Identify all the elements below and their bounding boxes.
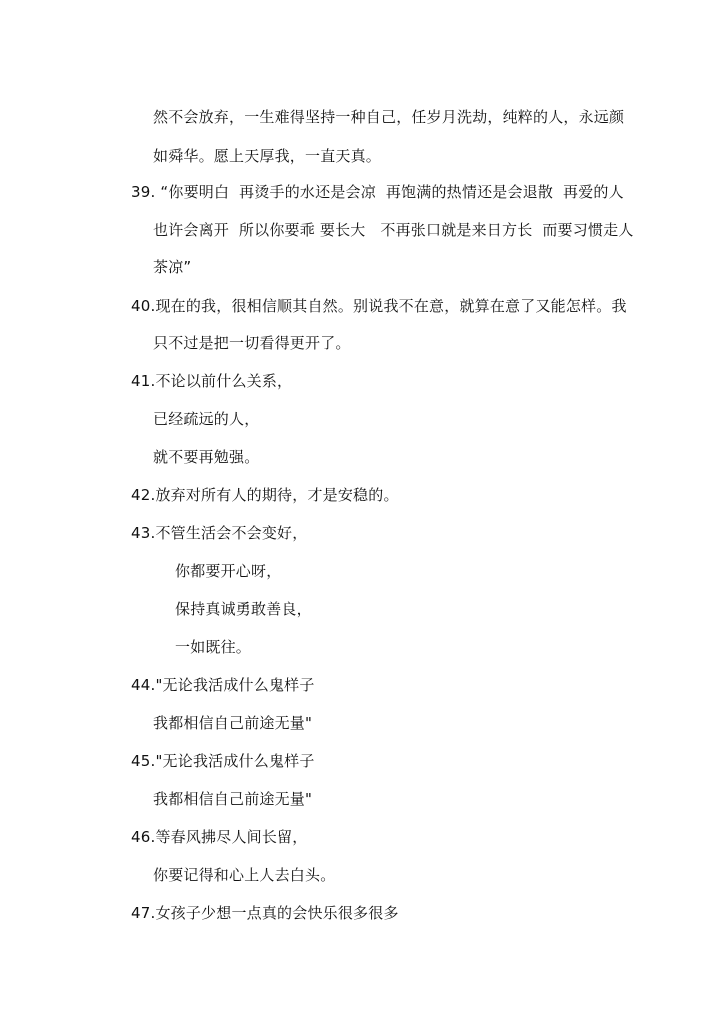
text-line: 你都要开心呀， (175, 562, 282, 580)
text-line: 39. “你要明白 再烫手的水还是会凉 再饱满的热情还是会退散 再爱的人 (131, 183, 624, 201)
text-line: 42.放弃对所有人的期待，才是安稳的。 (131, 486, 399, 504)
text-line: 我都相信自己前途无量" (153, 714, 313, 732)
text-line: 一如既往。 (175, 638, 252, 656)
text-line: 如舜华。愿上天厚我，一直天真。 (153, 147, 382, 165)
text-line: 保持真诚勇敢善良， (175, 600, 312, 618)
text-line: 你要记得和心上人去白头。 (153, 866, 336, 884)
text-line: 47.女孩子少想一点真的会快乐很多很多 (131, 904, 399, 922)
text-line: 43.不管生活会不会变好， (131, 524, 308, 542)
text-line: 已经疏远的人， (153, 410, 260, 428)
text-line: 就不要再勉强。 (153, 448, 260, 466)
text-line: 41.不论以前什么关系， (131, 372, 293, 390)
text-line: 也许会离开 所以你要乖 要长大 不再张口就是来日方长 而要习惯走人 (153, 221, 634, 239)
text-line: 只不过是把一切看得更开了。 (153, 334, 351, 352)
text-line: 然不会放弃，一生难得坚持一种自己，任岁月洗劫，纯粹的人，永远颜 (153, 108, 625, 126)
text-line: 我都相信自己前途无量" (153, 790, 313, 808)
text-line: 45."无论我活成什么鬼样子 (131, 752, 315, 770)
text-line: 茶凉” (153, 258, 192, 276)
text-line: 40.现在的我，很相信顺其自然。别说我不在意，就算在意了又能怎样。我 (131, 297, 627, 315)
text-line: 46.等春风拂尽人间长留， (131, 828, 308, 846)
text-line: 44."无论我活成什么鬼样子 (131, 676, 315, 694)
